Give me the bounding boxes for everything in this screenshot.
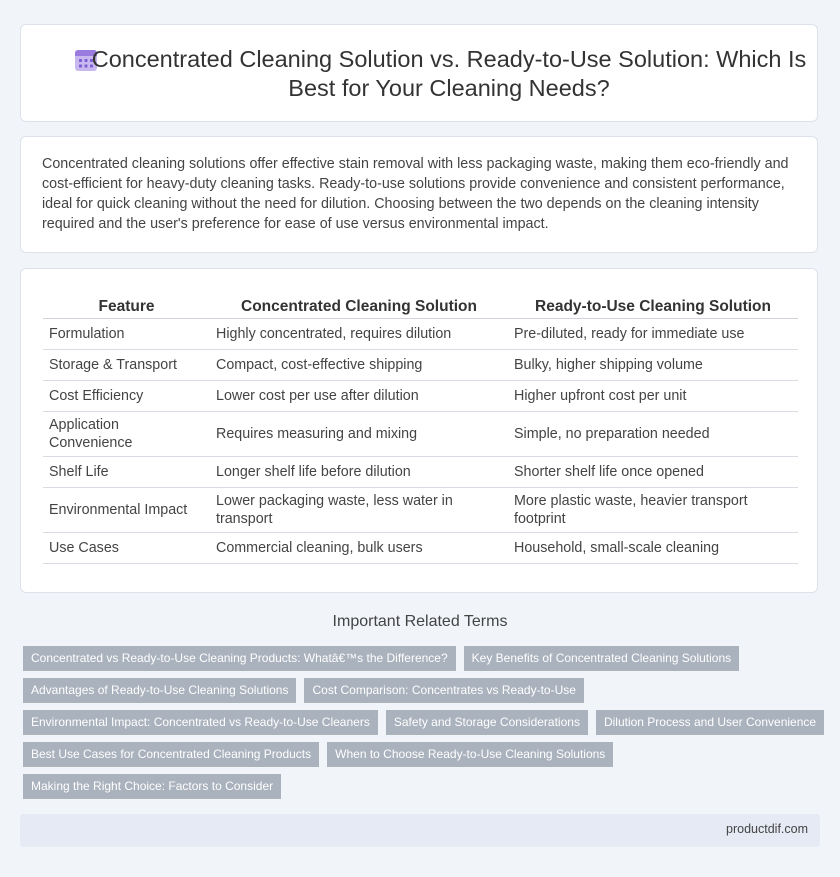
related-tags-row — [23, 742, 621, 767]
feature-cell: Shelf Life — [43, 457, 210, 488]
related-term-tag[interactable]: Key Benefits of Concentrated Cleaning Solutions — [464, 646, 740, 671]
feature-cell: Cost Efficiency — [43, 381, 210, 412]
related-tags-row — [23, 678, 592, 703]
related-terms-heading: Important Related Terms — [332, 613, 508, 630]
feature-cell: Application Convenience — [43, 412, 210, 457]
ready-to-use-cell: Household, small-scale cleaning — [508, 533, 798, 564]
table-header-row — [43, 296, 798, 319]
comparison-card — [20, 268, 818, 593]
header-feature: Feature — [43, 296, 210, 319]
header-ready-to-use: Ready-to-Use Cleaning Solution — [508, 296, 798, 319]
concentrated-cell: Longer shelf life before dilution — [210, 457, 508, 488]
ready-to-use-cell: Bulky, higher shipping volume — [508, 350, 798, 381]
related-term-tag[interactable]: Cost Comparison: Concentrates vs Ready-to-Use — [304, 678, 583, 703]
related-tags-row — [23, 710, 832, 735]
related-term-tag[interactable]: Dilution Process and User Convenience — [596, 710, 824, 735]
feature-cell: Storage & Transport — [43, 350, 210, 381]
site-credit[interactable]: productdif.com — [726, 822, 808, 836]
related-term-tag[interactable]: Safety and Storage Considerations — [386, 710, 588, 735]
related-term-tag[interactable]: Making the Right Choice: Factors to Consider — [23, 774, 281, 799]
concentrated-cell: Highly concentrated, requires dilution — [210, 319, 508, 350]
related-tags-row — [23, 774, 289, 799]
ready-to-use-cell: Higher upfront cost per unit — [508, 381, 798, 412]
related-term-tag[interactable]: When to Choose Ready-to-Use Cleaning Solutions — [327, 742, 613, 767]
page-title: Concentrated Cleaning Solution vs. Ready-to-Use Solution: Which Is Best for Your Cleaning Needs? — [91, 46, 807, 101]
related-term-tag[interactable]: Concentrated vs Ready-to-Use Cleaning Products: Whatâ€™s the Difference? — [23, 646, 456, 671]
related-term-tag[interactable]: Advantages of Ready-to-Use Cleaning Solutions — [23, 678, 296, 703]
concentrated-cell: Lower cost per use after dilution — [210, 381, 508, 412]
ready-to-use-cell: Shorter shelf life once opened — [508, 457, 798, 488]
comparison-table — [43, 296, 798, 564]
concentrated-cell: Commercial cleaning, bulk users — [210, 533, 508, 564]
table-row — [43, 488, 798, 533]
table-row — [43, 533, 798, 564]
concentrated-cell: Compact, cost-effective shipping — [210, 350, 508, 381]
concentrated-cell: Lower packaging waste, less water in transport — [210, 488, 508, 533]
table-row — [43, 350, 798, 381]
footer-bar — [20, 814, 820, 847]
related-term-tag[interactable]: Best Use Cases for Concentrated Cleaning Products — [23, 742, 319, 767]
ready-to-use-cell: More plastic waste, heavier transport footprint — [508, 488, 798, 533]
feature-cell: Use Cases — [43, 533, 210, 564]
table-row — [43, 412, 798, 457]
related-term-tag[interactable]: Environmental Impact: Concentrated vs Ready-to-Use Cleaners — [23, 710, 378, 735]
intro-paragraph: Concentrated cleaning solutions offer effective stain removal with less packaging waste, making them eco-friendly and cost-efficient for heavy-duty cleaning tasks. Ready-to-use solutions provide convenience and consistent performance, ideal for quick cleaning without the need for dilution. Choosing between the two depends on the cleaning intensity required and the user's preference for ease of use versus environmental impact. — [42, 156, 789, 232]
concentrated-cell: Requires measuring and mixing — [210, 412, 508, 457]
table-row — [43, 319, 798, 350]
related-tags-row — [23, 646, 747, 671]
table-row — [43, 381, 798, 412]
title-card — [20, 24, 818, 122]
ready-to-use-cell: Pre-diluted, ready for immediate use — [508, 319, 798, 350]
ready-to-use-cell: Simple, no preparation needed — [508, 412, 798, 457]
intro-card — [20, 136, 818, 253]
feature-cell: Environmental Impact — [43, 488, 210, 533]
header-concentrated: Concentrated Cleaning Solution — [210, 296, 508, 319]
feature-cell: Formulation — [43, 319, 210, 350]
table-row — [43, 457, 798, 488]
